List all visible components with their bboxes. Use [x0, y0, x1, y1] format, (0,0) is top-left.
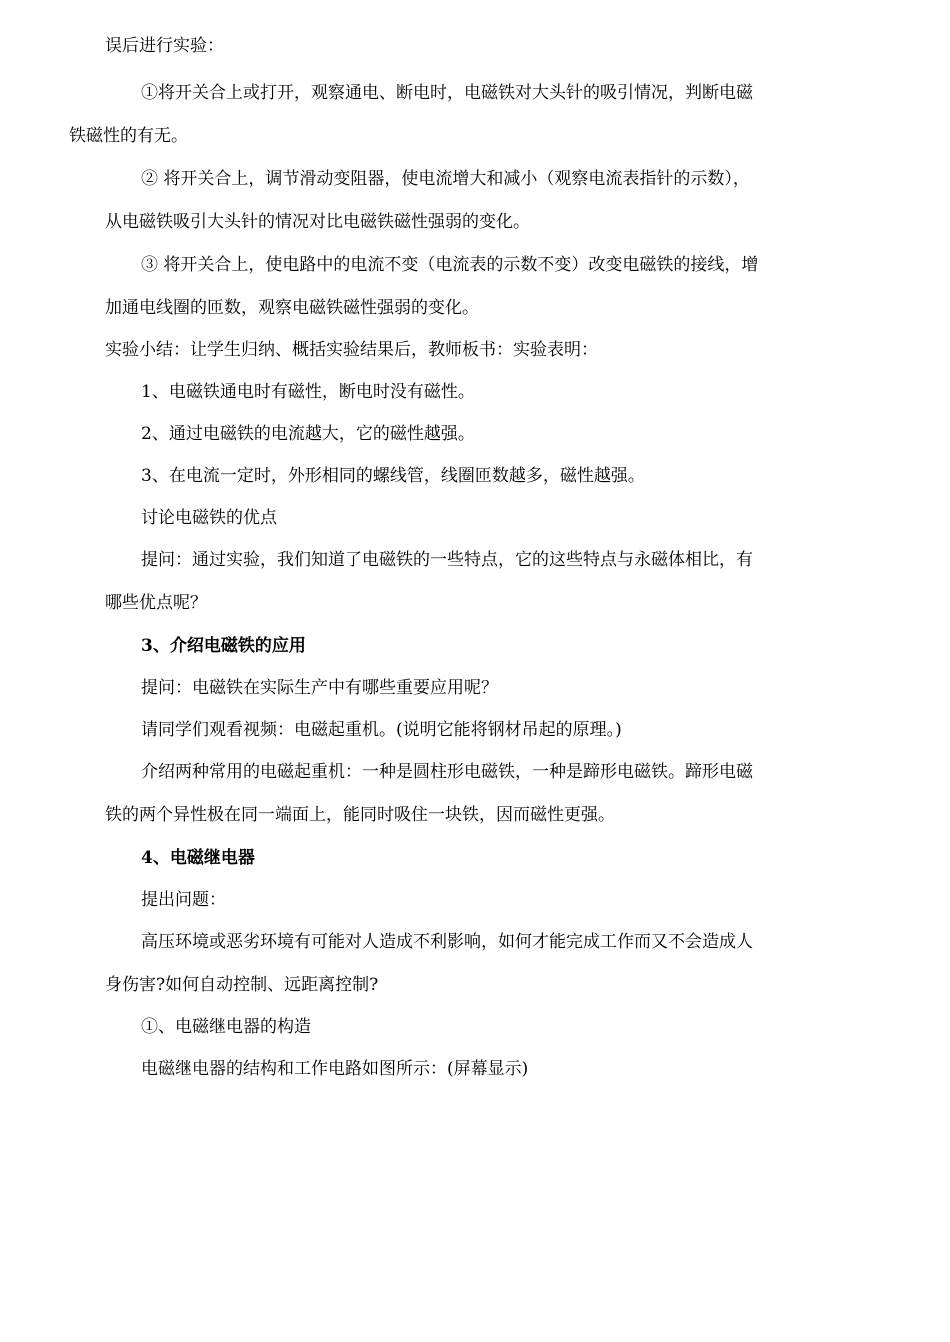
paragraph-question-advantages — [105, 548, 850, 615]
paragraph-step-1-line2: 铁磁性的有无。 — [69, 126, 188, 146]
paragraph-summary: 实验小结：让学生归纳、概括实验结果后，教师板书：实验表明： — [105, 340, 598, 360]
paragraph-intro: 误后进行实验： — [105, 36, 224, 56]
paragraph-relay-figure: 电磁继电器的结构和工作电路如图所示：(屏幕显示) — [141, 1059, 529, 1079]
paragraph-question-advantages-line2: 哪些优点呢？ — [105, 593, 207, 613]
paragraph-hazard-line1: 高压环境或恶劣环境有可能对人造成不利影响，如何才能完成工作而又不会造成人 — [141, 932, 753, 952]
paragraph-question-advantages-line1: 提问：通过实验，我们知道了电磁铁的一些特点，它的这些特点与永磁体相比，有 — [141, 550, 753, 570]
paragraph-step-3 — [105, 253, 850, 320]
document-page — [69, 34, 850, 1081]
paragraph-raise-question: 提出问题： — [141, 890, 226, 910]
paragraph-step-3-line1: ③ 将开关合上，使电路中的电流不变（电流表的示数不变）改变电磁铁的接线，增 — [141, 255, 759, 275]
paragraph-step-1-line1: ①将开关合上或打开，观察通电、断电时，电磁铁对大头针的吸引情况，判断电磁 — [141, 83, 753, 103]
paragraph-question-applications: 提问：电磁铁在实际生产中有哪些重要应用呢？ — [141, 678, 498, 698]
section-heading-applications: 3、介绍电磁铁的应用 — [141, 636, 306, 656]
section-heading-relay: 4、电磁继电器 — [141, 848, 255, 868]
paragraph-step-3-line2: 加通电线圈的匝数，观察电磁铁磁性强弱的变化。 — [105, 298, 479, 318]
paragraph-step-2-line1: ② 将开关合上，调节滑动变阻器，使电流增大和减小（观察电流表指针的示数）， — [141, 169, 750, 189]
list-item-conclusion-2: 2、通过电磁铁的电流越大，它的磁性越强。 — [141, 424, 475, 444]
list-item-conclusion-1: 1、电磁铁通电时有磁性，断电时没有磁性。 — [141, 382, 475, 402]
paragraph-crane — [105, 760, 850, 827]
subheading-relay-structure: ①、电磁继电器的构造 — [141, 1017, 311, 1037]
paragraph-step-2-line2: 从电磁铁吸引大头针的情况对比电磁铁磁性强弱的变化。 — [105, 212, 530, 232]
paragraph-step-1 — [69, 81, 850, 148]
paragraph-hazard — [105, 930, 850, 997]
paragraph-discuss: 讨论电磁铁的优点 — [141, 508, 277, 528]
paragraph-step-2 — [105, 167, 850, 234]
paragraph-crane-line1: 介绍两种常用的电磁起重机：一种是圆柱形电磁铁，一种是蹄形电磁铁。蹄形电磁 — [141, 762, 753, 782]
paragraph-hazard-line2: 身伤害?如何自动控制、远距离控制? — [105, 975, 379, 995]
paragraph-crane-line2: 铁的两个异性极在同一端面上，能同时吸住一块铁，因而磁性更强。 — [105, 805, 615, 825]
paragraph-video: 请同学们观看视频：电磁起重机。(说明它能将钢材吊起的原理。) — [141, 720, 622, 740]
list-item-conclusion-3: 3、在电流一定时，外形相同的螺线管，线圈匝数越多，磁性越强。 — [141, 466, 645, 486]
